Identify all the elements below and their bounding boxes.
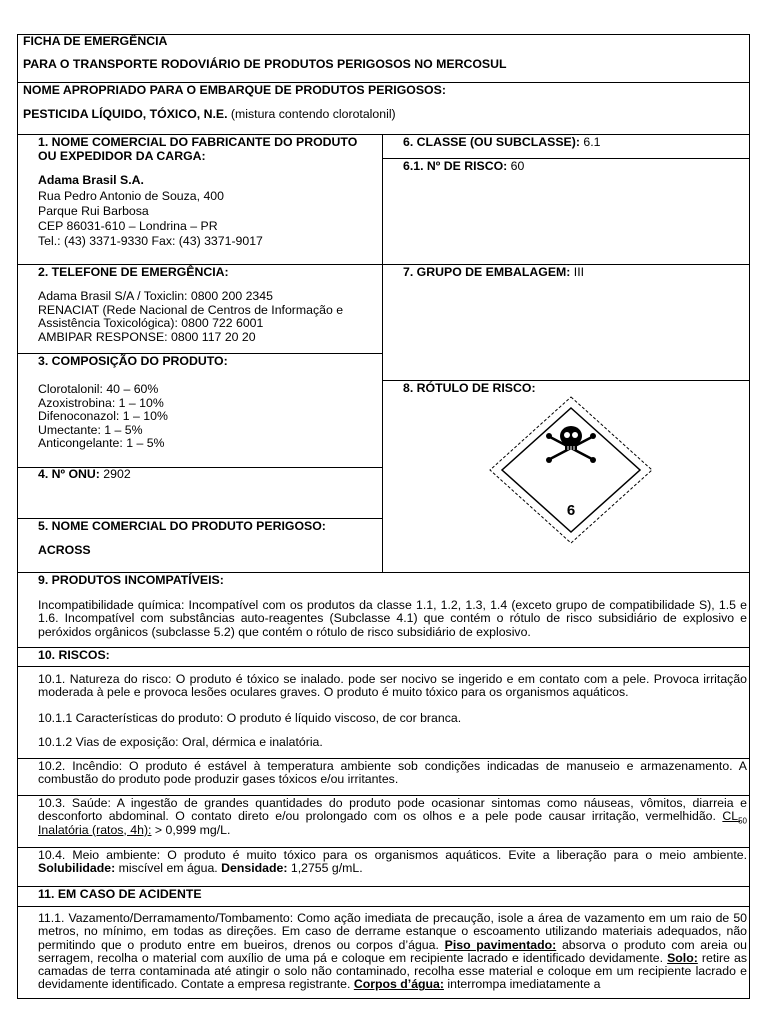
phone-line: Assistência Toxicológica): 0800 722 6001 — [38, 316, 264, 330]
inhalation-label: Inalatória (ratos, 4h): — [38, 822, 152, 837]
risk-nature-text: 10.1. Natureza do risco: O produto é tóxico se inalado. pode ser nocivo se ingerido e em contato com a pele. Provoca irritação moderada à pele e provoca lesões oculares graves. O produto é muito tóxico para os organismos aquáticos. — [38, 672, 747, 700]
section-1-title-line1: 1. NOME COMERCIAL DO FABRICANTE DO PRODUTO — [38, 135, 358, 149]
section-9-title: 9. PRODUTOS INCOMPATÍVEIS: — [38, 573, 224, 587]
company-name: Adama Brasil S.A. — [38, 173, 144, 187]
section-5-title: 5. NOME COMERCIAL DO PRODUTO PERIGOSO: — [38, 519, 326, 533]
risk-number-label: 6.1. Nº DE RISCO: — [403, 159, 508, 173]
soil-label: Solo: — [667, 950, 698, 965]
phone-line: AMBIPAR RESPONSE: 0800 117 20 20 — [38, 329, 256, 344]
composition-item: Difenoconazol: 1 – 10% — [38, 409, 168, 423]
address-line: Rua Pedro Antonio de Souza, 400 — [38, 189, 224, 203]
spill-text — [38, 912, 747, 992]
hazard-label — [488, 395, 658, 545]
shipping-name — [23, 108, 396, 122]
product-characteristics-text: 10.1.1 Características do produto: O produto é líquido viscoso, de cor branca. — [38, 711, 462, 725]
lc50-value: > 0,999 mg/L. — [151, 822, 231, 837]
solubility-label: Solubilidade: — [38, 861, 116, 876]
composition-item: Umectante: 1 – 5% — [38, 422, 143, 437]
hazard-class-number: 6 — [566, 502, 576, 519]
spill-text-d: interrompa imediatamente a — [444, 977, 601, 992]
column-divider — [382, 134, 383, 572]
density-label: Densidade: — [221, 861, 288, 876]
shipping-name-rest: (mistura contendo clorotalonil) — [227, 107, 396, 121]
incompatibility-text: Incompatibilidade química: Incompatível com os produtos da classe 1.1, 1.2, 1.3, 1.4 (exceto grupo de compatibilidade S), 1.5 e 1.6. Incompatível com substâncias auto-reagentes (Subclasse 4.1) que contém o rótulo de risco subsidiário de explosivo e peróxidos orgânicos (subclasse 5.2) que contém o rótulo de risco subsidiário de explosivo. — [38, 598, 747, 639]
class-label: 6. CLASSE (OU SUBCLASSE): — [403, 135, 580, 149]
paved-floor-label: Piso pavimentado: — [444, 937, 557, 952]
spill-text-b: absorva o produto com areia ou serragem, recolha o material com auxílio de uma pá e coloque em recipiente lacrado e identificado devidamente. — [38, 937, 748, 965]
skull-crossbones-icon — [546, 426, 596, 463]
address-line: CEP 86031-610 – Londrina – PR — [38, 219, 218, 233]
section-10-title: 10. RISCOS: — [38, 648, 110, 662]
risk-number-value: 60 — [507, 159, 525, 173]
spill-text-c: retire as camadas de terra contaminada até atingir o solo não contaminado, recolha esse material e coloque em um recipiente lacrado e devidamente identificado. Contate a empresa registrante. — [38, 950, 747, 992]
composition-list — [38, 383, 168, 451]
emergency-sheet — [17, 34, 750, 999]
solubility-value: miscível em água. — [115, 861, 222, 876]
section-1-title — [38, 136, 357, 163]
spill-text-a: 11.1. Vazamento/Derramamento/Tombamento: Como ação imediata de precaução, isole a área de vazamento em um raio de 50 metros, no mínimo, em todas as direções. Em caso de derrame estanque o escoamento utilizando materiais adequados, não permitindo que o produto entre em bueiros, drenos ou corpos d’água. — [38, 911, 747, 952]
product-name: ACROSS — [38, 543, 91, 557]
sheet-subtitle: PARA O TRANSPORTE RODOVIÁRIO DE PRODUTOS PERIGOSOS NO MERCOSUL — [23, 57, 507, 71]
health-text-body: 10.3. Saúde: A ingestão de grandes quantidades do produto pode ocasionar sintomas como náuseas, vômitos, diarreia e desconforto abdominal. O contato direto e/ou prolongado com os olhos e a pele pode causar irritação, vermelhidão. — [38, 796, 747, 824]
divider — [18, 647, 749, 648]
composition-item: Azoxistrobina: 1 – 10% — [38, 395, 164, 410]
packing-group-value: III — [570, 265, 585, 279]
risk-number-field — [403, 160, 524, 174]
address-line: Parque Rui Barbosa — [38, 204, 149, 218]
exposure-routes-text: 10.1.2 Vias de exposição: Oral, dérmica e inalatória. — [38, 735, 323, 749]
section-2-title: 2. TELEFONE DE EMERGÊNCIA: — [38, 265, 229, 279]
shipping-name-bold: PESTICIDA LÍQUIDO, TÓXICO, N.E. — [23, 107, 228, 121]
phone-line: RENACIAT (Rede Nacional de Centros de Informação e — [38, 302, 344, 317]
section-11-title: 11. EM CASO DE ACIDENTE — [38, 887, 202, 901]
phone-line: Adama Brasil S/A / Toxiclin: 0800 200 2345 — [38, 289, 273, 303]
class-field — [403, 136, 600, 150]
sheet-title: FICHA DE EMERGÊNCIA — [23, 34, 168, 48]
health-text — [38, 797, 747, 837]
lc50-label: $CL_{50}$ — [722, 809, 748, 826]
packing-group-label: 7. GRUPO DE EMBALAGEM: — [403, 265, 571, 279]
un-number — [38, 468, 131, 482]
phone-line: Tel.: (43) 3371-9330 Fax: (43) 3371-9017 — [38, 234, 263, 248]
composition-item: Clorotalonil: 40 – 60% — [38, 382, 159, 396]
company-address — [38, 189, 263, 249]
environment-text-body: 10.4. Meio ambiente: O produto é muito tóxico para os organismos aquáticos. Evite a liberação para o meio ambiente. — [38, 848, 747, 862]
divider — [18, 906, 749, 907]
packing-group-field — [403, 266, 584, 280]
water-bodies-label: Corpos d’água: — [353, 977, 444, 992]
shipping-name-label: NOME APROPRIADO PARA O EMBARQUE DE PRODUTOS PERIGOSOS: — [23, 83, 446, 97]
un-number-value: 2902 — [99, 467, 131, 481]
fire-text: 10.2. Incêndio: O produto é estável à temperatura ambiente sob condições indicadas de manuseio e armazenamento. A combustão do produto pode produzir gases tóxicos e/ou irritantes. — [38, 759, 747, 787]
class-value: 6.1 — [579, 135, 601, 149]
section-1-title-line2: OU EXPEDIDOR DA CARGA: — [38, 148, 206, 163]
un-number-label: 4. Nº ONU: — [38, 467, 100, 481]
section-8-title: 8. RÓTULO DE RISCO: — [403, 381, 536, 395]
section-3-title: 3. COMPOSIÇÃO DO PRODUTO: — [38, 354, 228, 368]
composition-item: Anticongelante: 1 – 5% — [38, 436, 165, 450]
emergency-phones — [38, 290, 343, 344]
hazard-label-outer-border — [490, 397, 652, 543]
density-value: 1,2755 g/mL. — [287, 861, 363, 876]
divider — [18, 666, 749, 667]
environment-text — [38, 849, 747, 876]
